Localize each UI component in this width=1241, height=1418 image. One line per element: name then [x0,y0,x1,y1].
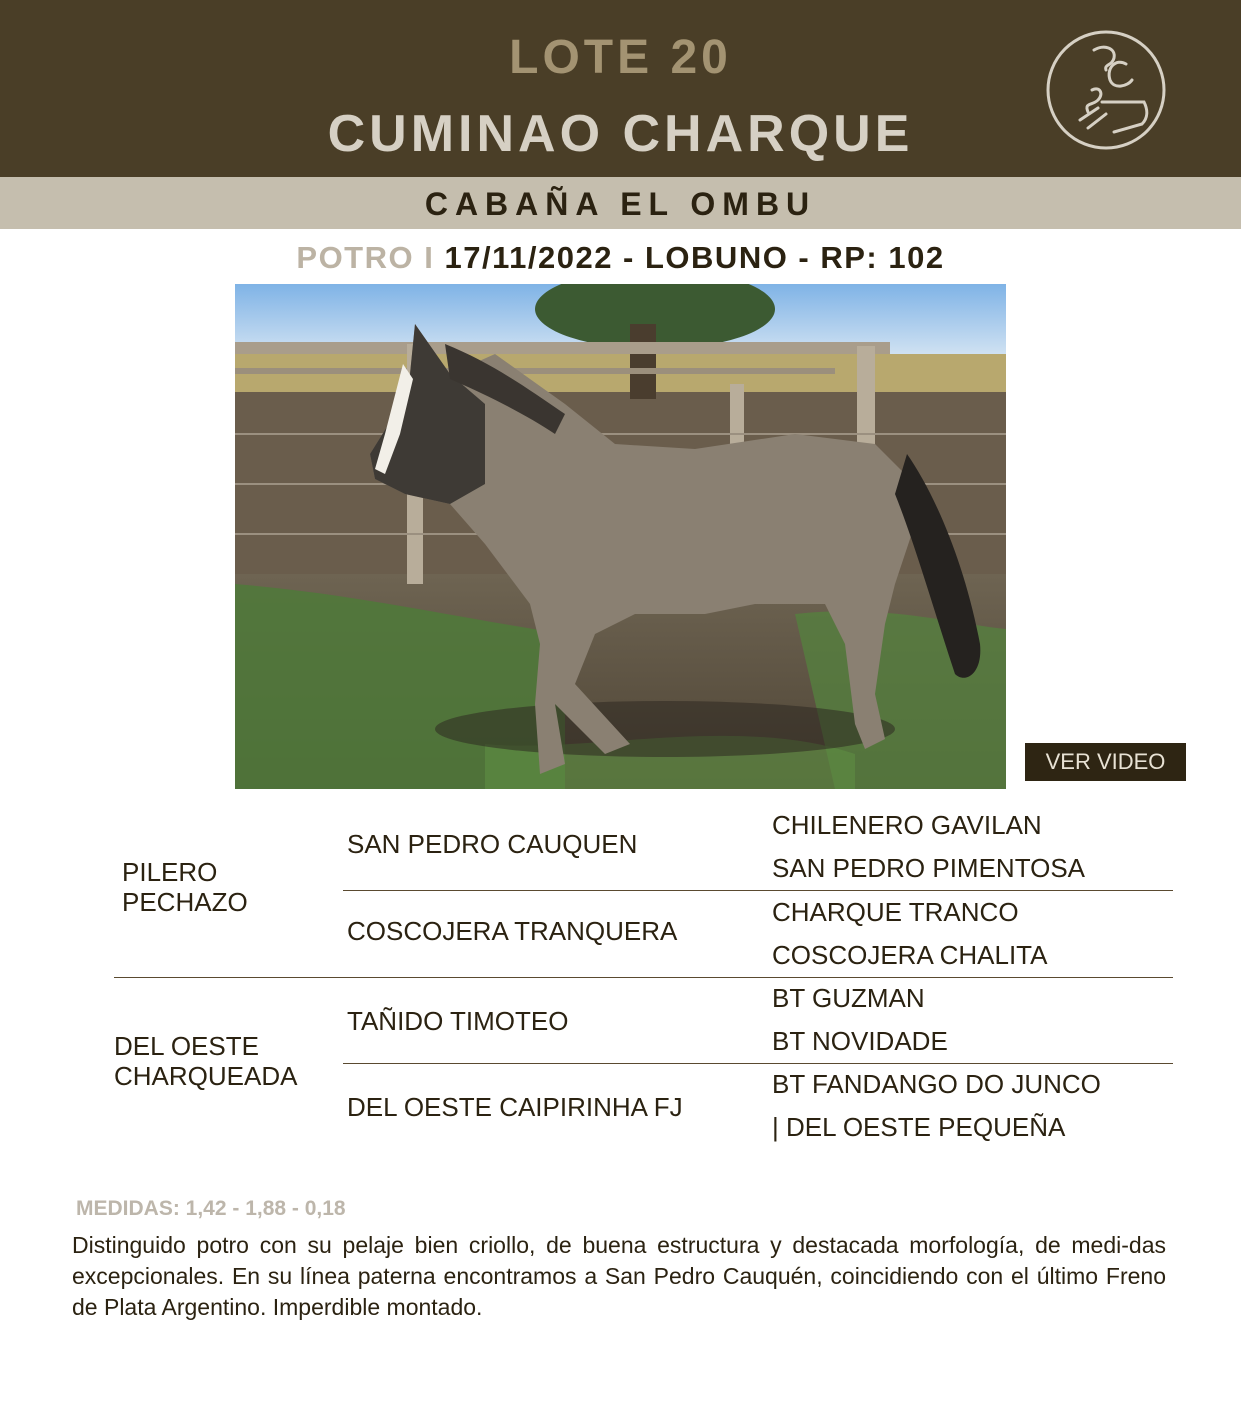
breeder-name: CABAÑA EL OMBU [424,186,817,222]
dam-name [114,1031,297,1091]
great-grandparent: BT FANDANGO DO JUNCO [772,1069,1101,1099]
horse-name: CUMINAO CHARQUE [327,105,914,163]
category-label: POTRO [296,240,415,275]
great-grandparent: COSCOJERA CHALITA [772,940,1048,970]
info-separator: I [424,240,435,275]
maternal-granddam: DEL OESTE CAIPIRINHA FJ [347,1092,683,1122]
sire-name-line-2: PECHAZO [122,887,248,917]
horse-photo [235,284,1006,789]
great-grandparent: SAN PEDRO PIMENTOSA [772,853,1086,883]
horse-head-logo-icon [1044,28,1168,152]
horse-info-line [0,240,1241,276]
description: Distinguido potro con su pelaje bien criollo, de buena estructura y destacada morfología, de medi-das excepcionales. En su línea paterna encontramos a San Pedro Cauquén, coincidiendo con el último Freno de Plata Argentino. Imperdible montado. [72,1232,1166,1320]
pedigree-divider-main [114,977,1173,978]
great-grandparent: BT GUZMAN [772,983,925,1013]
great-grandparent: CHILENERO GAVILAN [772,810,1042,840]
ver-video-button[interactable]: VER VIDEO [1025,743,1186,781]
measurements: MEDIDAS: 1,42 - 1,88 - 0,18 [76,1197,346,1220]
pedigree-divider [343,1063,1173,1064]
paternal-grandsire: SAN PEDRO CAUQUEN [347,829,638,859]
maternal-grandsire: TAÑIDO TIMOTEO [347,1006,569,1036]
great-grandparent: CHARQUE TRANCO [772,897,1019,927]
great-grandparent: BT NOVIDADE [772,1026,948,1056]
paternal-granddam: COSCOJERA TRANQUERA [347,916,678,946]
horse-details: 17/11/2022 - LOBUNO - RP: 102 [444,240,945,275]
great-grandparent: | DEL OESTE PEQUEÑA [772,1112,1066,1142]
pedigree-divider [343,890,1173,891]
dam-name-line-1: DEL OESTE [114,1031,259,1061]
dam-name-line-2: CHARQUEADA [114,1061,298,1091]
lot-number: LOTE 20 [509,31,732,84]
sire-name [122,857,248,917]
sire-name-line-1: PILERO [122,857,218,887]
